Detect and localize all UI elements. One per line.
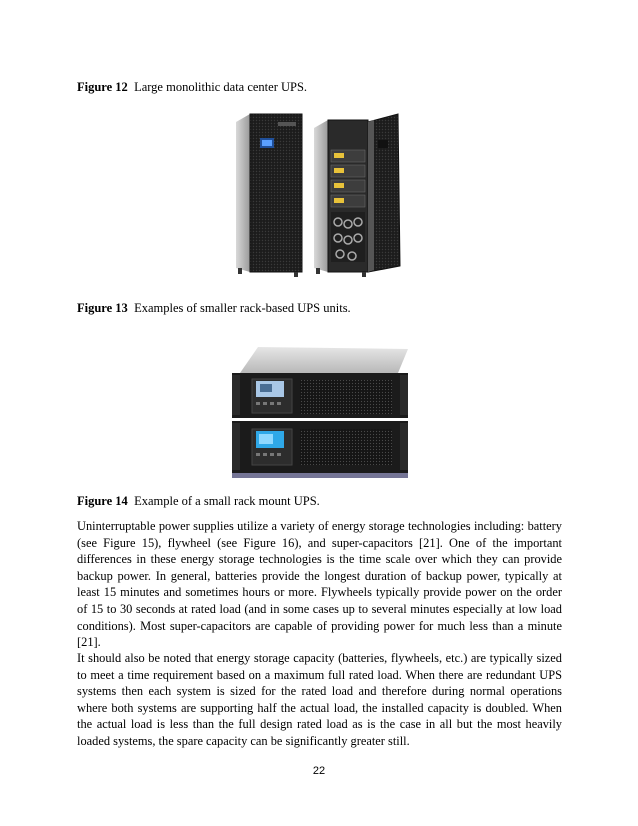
figure-12-label: Figure 12 — [77, 80, 128, 94]
paragraph-energy-storage: Uninterruptable power supplies utilize a variety of energy storage technologies including: battery (see Figure 15), flywheel (see Figure 16), and super-capacitors [21]. One of the important differences in these energy storage technologies is the time scale over which they can provide backup power. In general, batteries provide the longest duration of backup power, typically at least 15 minutes and sometimes hours or more. Flywheels typically provide power on the order of 15 to 30 seconds at rated load (and in some cases up to several minutes especially at low load conditions). Most super-capacitors are capable of providing power for much less than a minute [21]. — [77, 519, 562, 650]
figure-13-text: Examples of smaller rack-based UPS units. — [134, 301, 351, 315]
tower-ups-photo — [228, 110, 413, 282]
figure-12-text: Large monolithic data center UPS. — [134, 80, 308, 94]
figure-13-caption — [77, 301, 351, 316]
rack-ups-photo — [222, 343, 418, 483]
page-number: 22 — [312, 765, 326, 777]
figure-12-caption — [77, 80, 307, 95]
figure-14-label: Figure 14 — [77, 494, 128, 508]
paragraph-capacity: It should also be noted that energy storage capacity (batteries, flywheels, etc.) are typically sized to meet a time requirement based on a maximum full rated load. When there are redundant UPS systems then each system is sized for the rated load and therefore during normal operations where both systems are supporting half the actual load, the installed capacity is doubled. When the actual load is less than the full design rated load as is the case in all but the most heavily loaded systems, the spare capacity can be significantly greater still. — [77, 651, 562, 748]
figure-14-caption — [77, 494, 320, 509]
figure-13-label: Figure 13 — [77, 301, 128, 315]
figure-14-text: Example of a small rack mount UPS. — [134, 494, 320, 508]
